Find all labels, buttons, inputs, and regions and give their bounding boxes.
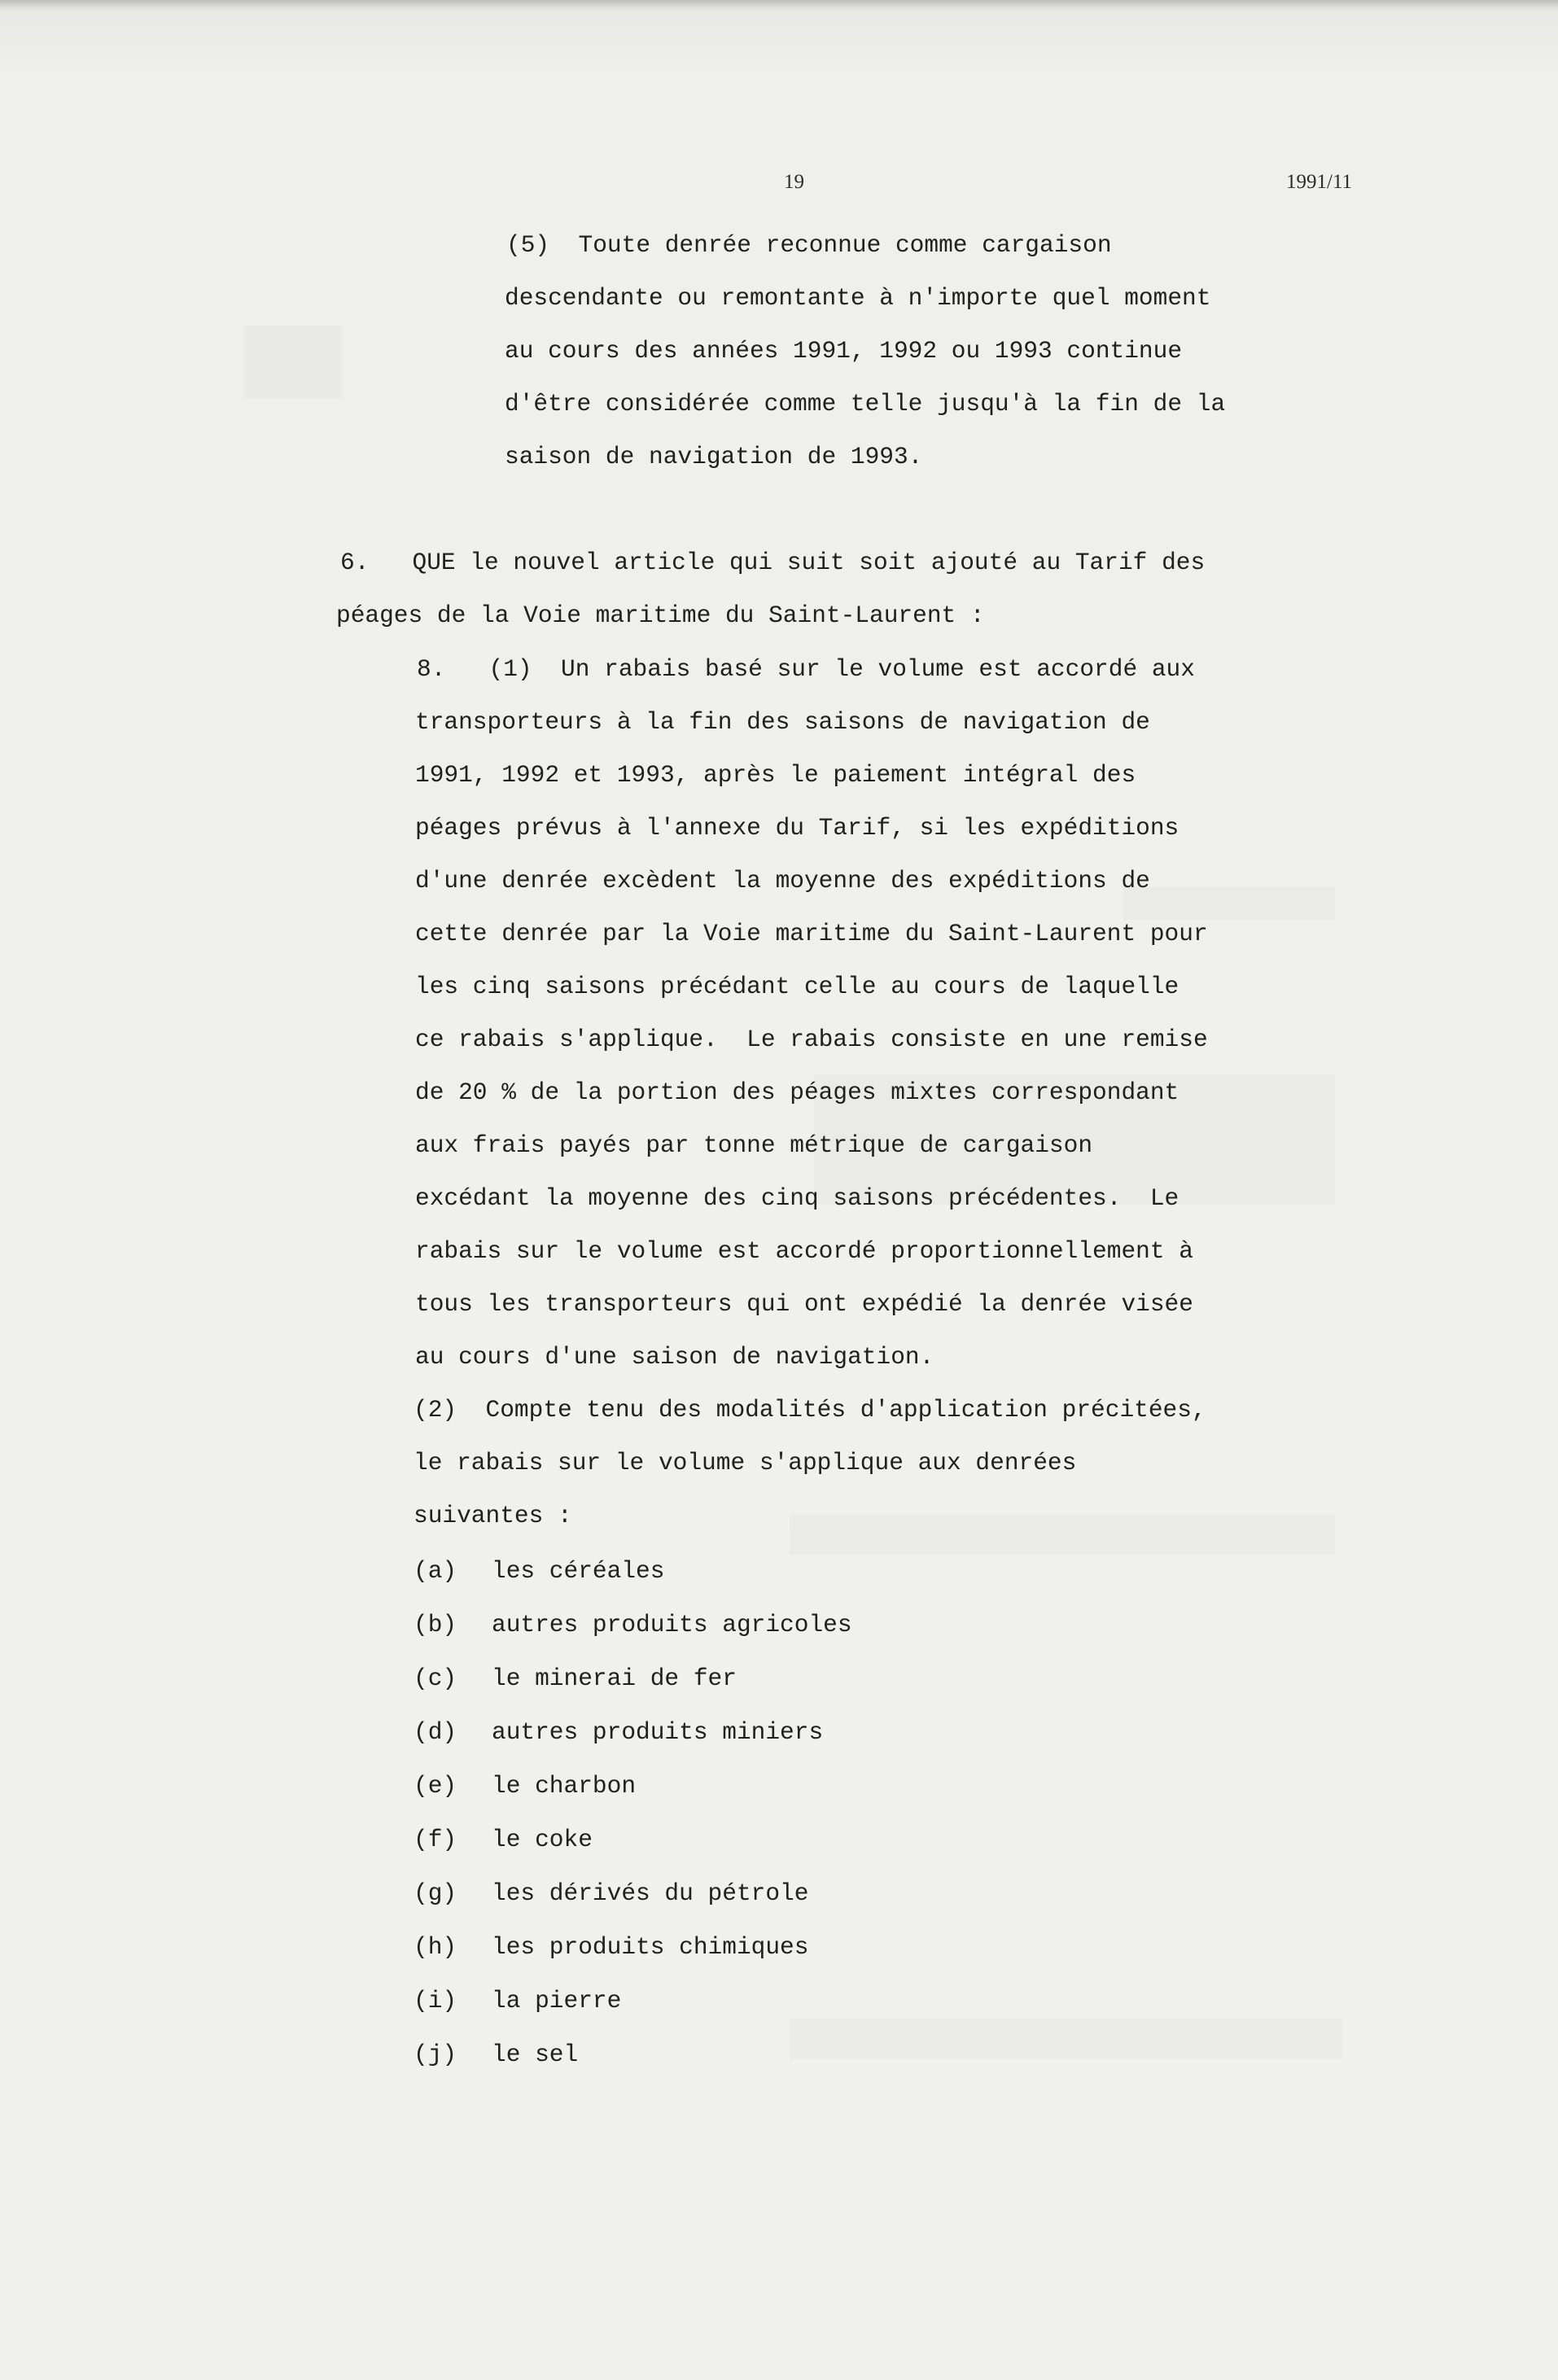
- list-item-letter: (e): [414, 1772, 457, 1800]
- list-item: le sel: [492, 2041, 579, 2068]
- document-reference: 1991/11: [1286, 171, 1353, 193]
- list-item: les dérivés du pétrole: [492, 1879, 809, 1907]
- text-line: suivantes :: [414, 1502, 572, 1529]
- text-line: péages prévus à l'annexe du Tarif, si les expéditions: [415, 814, 1179, 842]
- text-line: tous les transporteurs qui ont expédié la denrée visée: [415, 1290, 1193, 1318]
- list-item: la pierre: [492, 1987, 622, 2015]
- text-line: cette denrée par la Voie maritime du Saint-Laurent pour: [415, 920, 1208, 947]
- text-line: les cinq saisons précédant celle au cours de laquelle: [415, 973, 1179, 1000]
- list-item-letter: (i): [414, 1987, 457, 2015]
- text-line: ce rabais s'applique. Le rabais consiste en une remise: [415, 1026, 1208, 1053]
- text-line: aux frais payés par tonne métrique de cargaison: [415, 1131, 1093, 1159]
- section-6-heading: 6. QUE le nouvel article qui suit soit ajouté au Tarif des: [340, 549, 1206, 576]
- text-line: rabais sur le volume est accordé proportionnellement à: [415, 1237, 1193, 1265]
- show-through-block-2: [1123, 887, 1335, 920]
- list-item: les céréales: [492, 1557, 665, 1585]
- text-line: le rabais sur le volume s'applique aux denrées: [414, 1449, 1077, 1477]
- list-item-letter: (d): [414, 1718, 457, 1746]
- text-line: de 20 % de la portion des péages mixtes correspondant: [415, 1078, 1179, 1106]
- list-item-letter: (c): [414, 1665, 457, 1692]
- list-item: autres produits agricoles: [492, 1611, 852, 1638]
- list-item-letter: (h): [414, 1933, 457, 1961]
- text-line: transporteurs à la fin des saisons de navigation de: [415, 708, 1150, 736]
- show-through-block-5: [790, 2019, 1343, 2059]
- text-line: (5) Toute denrée reconnue comme cargaison: [506, 231, 1112, 259]
- text-line: péages de la Voie maritime du Saint-Laurent :: [336, 602, 985, 629]
- scan-top-edge: [0, 0, 1558, 11]
- list-item: les produits chimiques: [492, 1933, 809, 1961]
- page-number: 19: [784, 171, 804, 193]
- text-line: au cours des années 1991, 1992 ou 1993 continue: [505, 337, 1183, 365]
- show-through-block-1: [244, 326, 342, 399]
- list-item-letter: (g): [414, 1879, 457, 1907]
- text-line: saison de navigation de 1993.: [505, 443, 923, 470]
- text-line: 1991, 1992 et 1993, après le paiement intégral des: [415, 761, 1136, 789]
- show-through-block-4: [790, 1514, 1335, 1555]
- list-item: le minerai de fer: [492, 1665, 737, 1692]
- text-line: (2) Compte tenu des modalités d'application précitées,: [414, 1396, 1206, 1424]
- list-item-letter: (b): [414, 1611, 457, 1638]
- section-8-heading: 8. (1) Un rabais basé sur le volume est accordé aux: [417, 655, 1195, 683]
- list-item-letter: (a): [414, 1557, 457, 1585]
- list-item-letter: (f): [414, 1826, 457, 1853]
- list-item: autres produits miniers: [492, 1718, 824, 1746]
- text-line: d'une denrée excèdent la moyenne des expéditions de: [415, 867, 1150, 895]
- text-line: excédant la moyenne des cinq saisons précédentes. Le: [415, 1184, 1179, 1212]
- text-line: descendante ou remontante à n'importe quel moment: [505, 284, 1211, 312]
- list-item: le charbon: [492, 1772, 637, 1800]
- text-line: d'être considérée comme telle jusqu'à la fin de la: [505, 390, 1226, 418]
- text-line: au cours d'une saison de navigation.: [415, 1343, 934, 1371]
- list-item: le coke: [492, 1826, 593, 1853]
- list-item-letter: (j): [414, 2041, 457, 2068]
